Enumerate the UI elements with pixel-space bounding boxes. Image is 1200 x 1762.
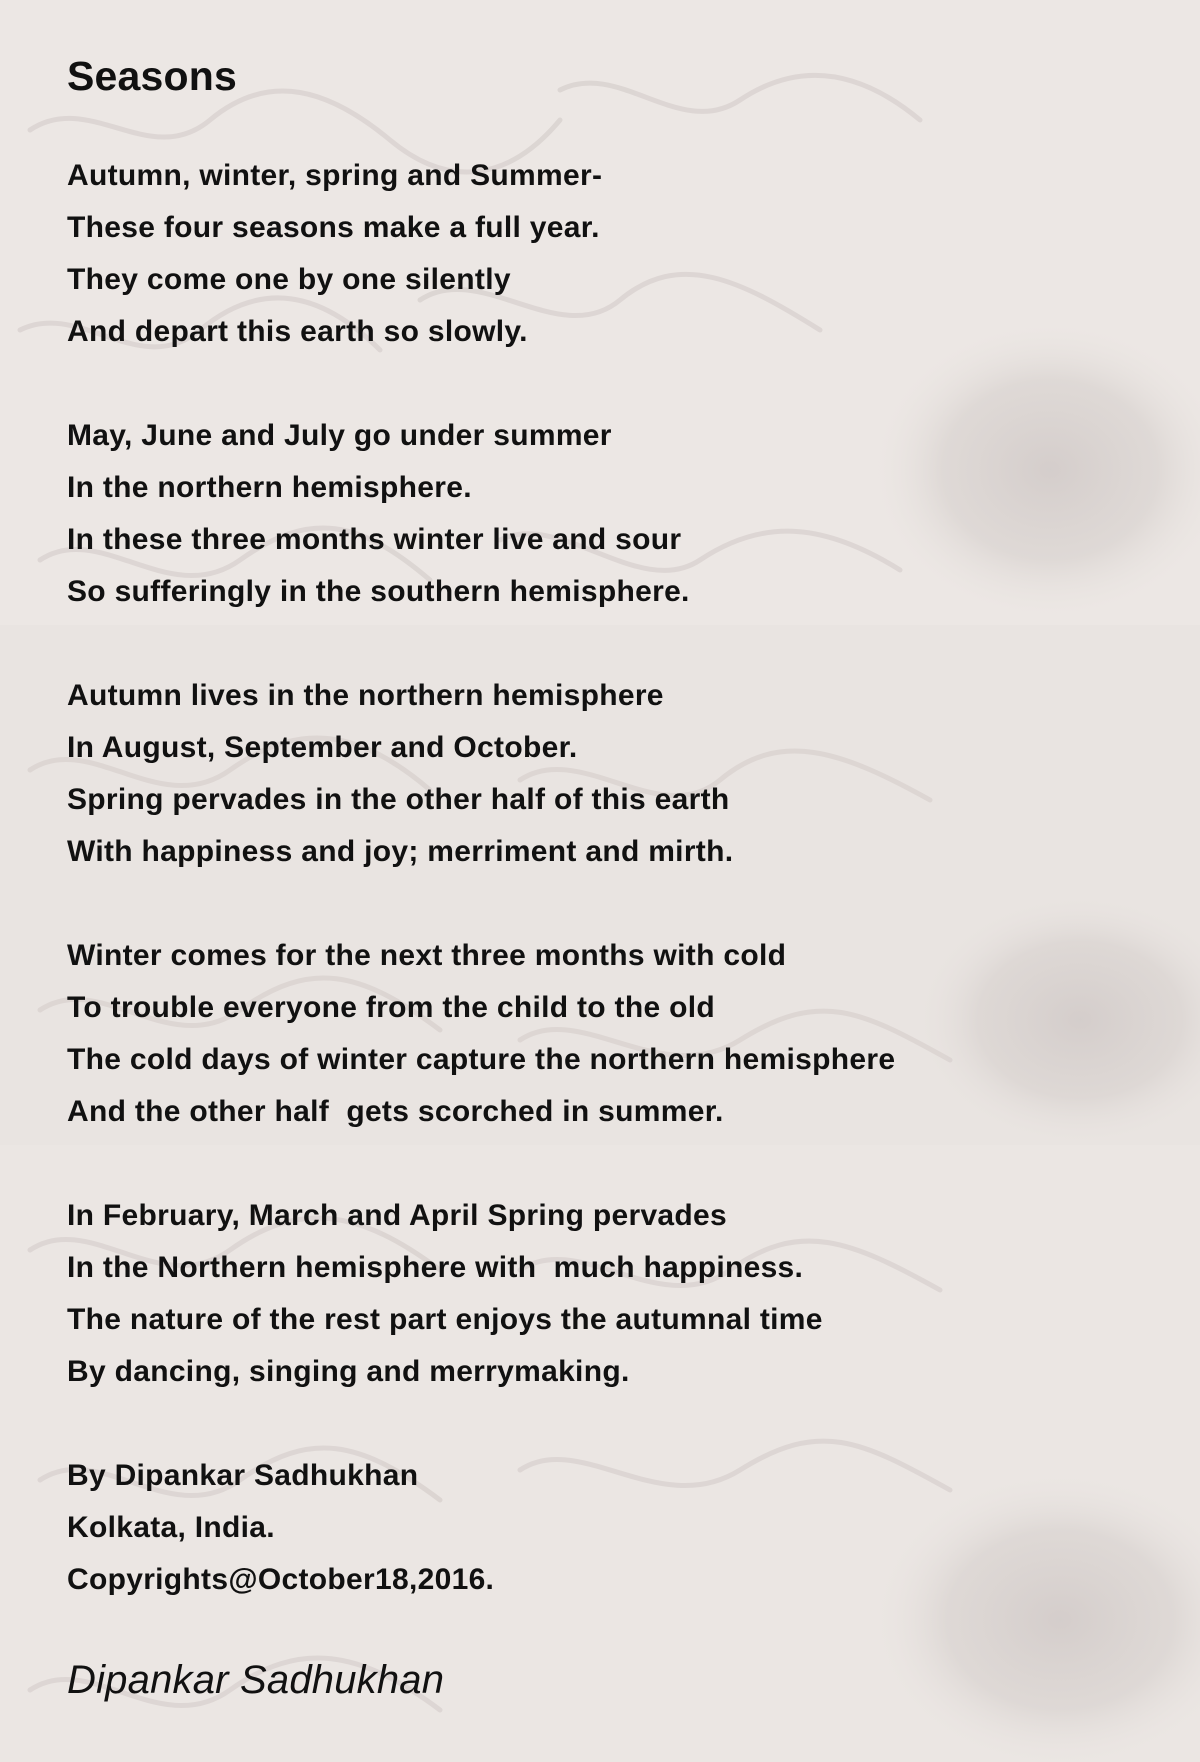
credit-location: Kolkata, India.	[67, 1511, 275, 1544]
poem-line: In the northern hemisphere.	[67, 471, 472, 504]
poem-line: To trouble everyone from the child to the old	[67, 991, 715, 1024]
poem-line: By dancing, singing and merrymaking.	[67, 1355, 630, 1388]
poem-line: And the other half gets scorched in summer.	[67, 1095, 724, 1128]
poem-line: In August, September and October.	[67, 731, 578, 764]
poem-line: So sufferingly in the southern hemisphere.	[67, 575, 690, 608]
poem-line: In these three months winter live and sour	[67, 523, 682, 556]
stanza-5	[67, 1190, 1147, 1398]
poem-line: These four seasons make a full year.	[67, 211, 600, 244]
poem-line: And depart this earth so slowly.	[67, 315, 528, 348]
poem-line: May, June and July go under summer	[67, 419, 612, 452]
poem-credits	[67, 1450, 1147, 1606]
poem-line: Winter comes for the next three months with cold	[67, 939, 787, 972]
poem-line: Autumn, winter, spring and Summer-	[67, 159, 603, 192]
poem-line: The cold days of winter capture the northern hemisphere	[67, 1043, 896, 1076]
stanza-3	[67, 670, 1147, 878]
poem-title: Seasons	[67, 53, 238, 99]
poem-line: They come one by one silently	[67, 263, 511, 296]
stanza-2	[67, 410, 1147, 618]
poem-line: With happiness and joy; merriment and mirth.	[67, 835, 734, 868]
credit-copyright: Copyrights@October18,2016.	[67, 1563, 495, 1596]
poem-line: Autumn lives in the northern hemisphere	[67, 679, 664, 712]
stanza-1	[67, 150, 1147, 358]
stanza-4	[67, 930, 1147, 1138]
credit-byline: By Dipankar Sadhukhan	[67, 1459, 419, 1492]
poem-line: In the Northern hemisphere with much happiness.	[67, 1251, 804, 1284]
poem-line: Spring pervades in the other half of this earth	[67, 783, 730, 816]
poem-page	[67, 44, 1147, 1710]
poem-line: The nature of the rest part enjoys the autumnal time	[67, 1303, 823, 1336]
poem-line: In February, March and April Spring pervades	[67, 1199, 728, 1232]
author-signature: Dipankar Sadhukhan	[67, 1658, 445, 1702]
